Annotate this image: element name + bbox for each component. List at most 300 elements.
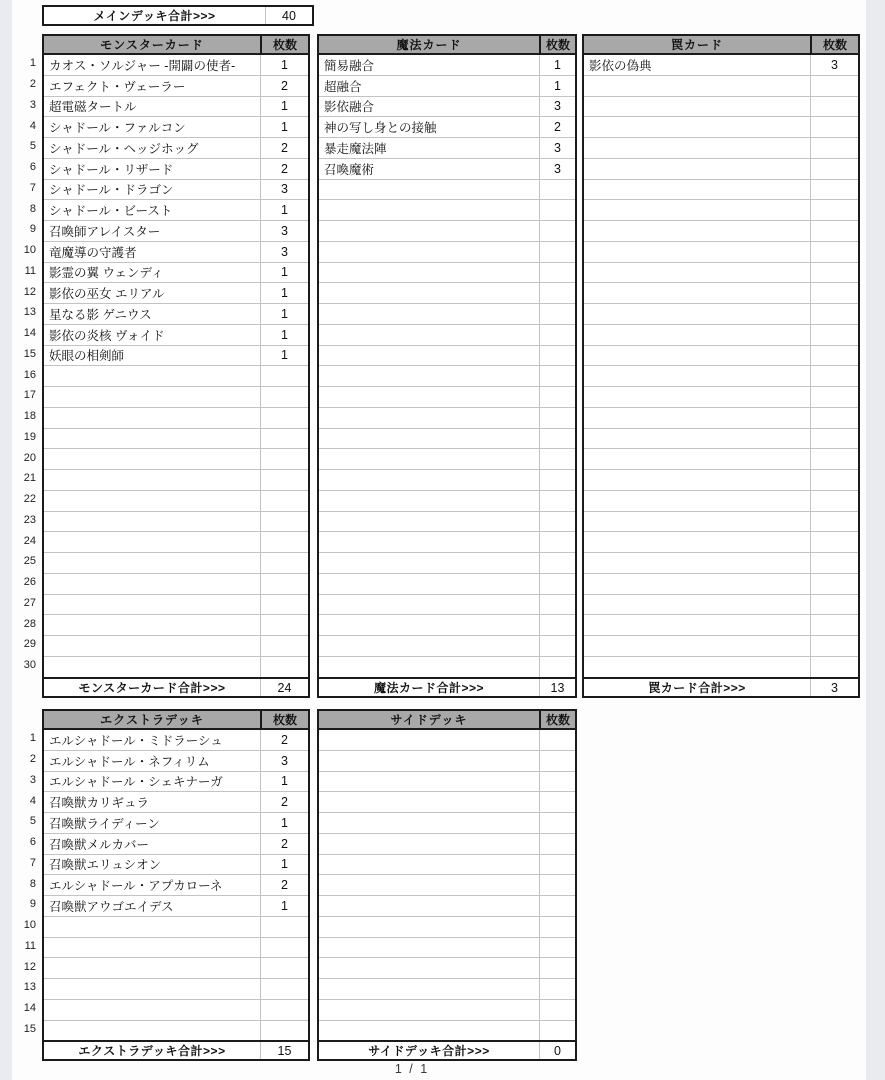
monster-card-name-cell [44,532,260,552]
magic-card-name-cell [319,366,539,386]
extra-row [44,834,308,855]
trap-card-name-cell [584,304,810,324]
side-card-name-cell [319,792,539,812]
magic-row [319,574,575,595]
magic-card-name-cell [319,532,539,552]
side-row [319,1000,575,1021]
extra-card-count-cell [260,979,308,999]
side-row [319,875,575,896]
monster-card-count-cell: 3 [260,180,308,200]
trap-card-name-cell: 影依の偽典 [589,58,652,73]
row-number: 3 [29,98,36,111]
magic-card-count-cell [539,636,575,656]
trap-card-name-cell [584,283,810,303]
trap-card-count-cell [810,263,858,283]
monster-count-header: 枚数 [260,36,308,53]
side-count-header: 枚数 [539,711,575,728]
monster-card-count-cell: 2 [260,159,308,179]
magic-card-name-cell [319,491,539,511]
monster-total-label: モンスターカード合計>>> [78,681,226,695]
magic-card-name-cell [319,595,539,615]
row-number: 6 [29,161,36,174]
magic-row [319,200,575,221]
extra-card-count-cell: 1 [260,813,308,833]
magic-card-count-cell [539,595,575,615]
trap-card-count-cell [810,512,858,532]
trap-row [584,491,858,512]
magic-row [319,325,575,346]
extra-card-name-cell: 召喚獣メルカバー [49,837,150,852]
row-number: 7 [29,856,36,869]
magic-row [319,553,575,574]
magic-row [319,180,575,201]
trap-card-count-cell [810,387,858,407]
magic-card-name-cell: 影依融合 [324,100,375,115]
extra-card-count-cell: 3 [260,751,308,771]
side-card-count-cell [539,855,575,875]
magic-row [319,97,575,118]
magic-card-name-cell [319,346,539,366]
side-card-name-cell [319,1021,539,1042]
monster-card-count-cell [260,532,308,552]
magic-card-count-cell [539,470,575,490]
magic-row [319,532,575,553]
side-row [319,751,575,772]
monster-title: モンスターカード [100,38,204,52]
trap-title: 罠カード [670,38,723,52]
magic-card-count-cell [539,532,575,552]
monster-row [44,97,308,118]
trap-row [584,553,858,574]
extra-row [44,792,308,813]
trap-row [584,325,858,346]
magic-card-count-cell [539,242,575,262]
monster-card-name-cell [44,657,260,678]
magic-card-name-cell: 召喚魔術 [324,162,375,177]
monster-card-count-cell: 1 [260,283,308,303]
extra-row [44,896,308,917]
magic-card-count-cell: 3 [539,159,575,179]
row-number: 11 [24,264,36,277]
row-number: 11 [24,939,36,952]
row-number: 18 [23,410,36,423]
magic-row [319,429,575,450]
trap-card-name-cell [584,76,810,96]
extra-total-label: エクストラデッキ合計>>> [78,1044,226,1058]
monster-row [44,221,308,242]
page-indicator: 1 / 1 [394,1062,430,1076]
magic-row [319,55,575,76]
extra-card-count-cell [260,938,308,958]
magic-card-count-cell [539,657,575,678]
monster-card-name-cell [44,553,260,573]
monster-row [44,76,308,97]
trap-row [584,408,858,429]
trap-row [584,449,858,470]
magic-card-name-cell [319,304,539,324]
monster-card-count-cell [260,657,308,678]
extra-card-count-cell: 1 [260,855,308,875]
trap-card-count-cell [810,595,858,615]
monster-card-count-cell [260,429,308,449]
trap-card-count-cell [810,408,858,428]
monster-card-count-cell [260,449,308,469]
trap-card-count-cell [810,325,858,345]
monster-card-name-cell [44,512,260,532]
monster-card-name-cell: シャドール・リザード [49,162,174,177]
monster-card-count-cell: 1 [260,304,308,324]
magic-card-count-cell [539,429,575,449]
magic-card-name-cell [319,263,539,283]
monster-row [44,657,308,678]
side-card-name-cell [319,751,539,771]
row-number: 5 [29,815,36,828]
trap-card-name-cell [584,615,810,635]
magic-table [317,34,577,680]
magic-card-count-cell [539,512,575,532]
magic-row [319,387,575,408]
monster-row [44,242,308,263]
monster-row [44,263,308,284]
magic-row [319,408,575,429]
extra-card-name-cell [44,979,260,999]
extra-card-name-cell [44,1021,260,1042]
row-number: 30 [23,659,36,672]
extra-total-value: 15 [260,1042,308,1059]
row-number: 14 [23,327,36,340]
extra-card-name-cell: 召喚獣アウゴエイデス [49,899,174,914]
monster-card-name-cell [44,366,260,386]
side-row [319,772,575,793]
magic-row [319,283,575,304]
magic-card-count-cell: 2 [539,117,575,137]
trap-card-count-cell [810,221,858,241]
extra-row [44,813,308,834]
side-card-name-cell [319,813,539,833]
magic-row [319,159,575,180]
side-total-value: 0 [539,1042,575,1059]
monster-card-name-cell [44,491,260,511]
monster-card-count-cell [260,387,308,407]
trap-row [584,532,858,553]
magic-row [319,138,575,159]
row-number: 12 [23,960,36,973]
magic-card-name-cell [319,615,539,635]
trap-row [584,595,858,616]
monster-card-name-cell [44,429,260,449]
side-card-name-cell [319,979,539,999]
row-number: 1 [29,732,36,745]
side-card-count-cell [539,792,575,812]
extra-title: エクストラデッキ [100,713,204,727]
monster-table [42,34,310,680]
row-number: 29 [23,638,36,651]
row-number: 15 [23,1022,36,1035]
row-number: 26 [23,576,36,589]
monster-card-name-cell: 竜魔導の守護者 [49,245,137,260]
side-card-name-cell [319,730,539,750]
monster-card-name-cell [44,595,260,615]
row-number: 8 [29,202,36,215]
trap-row [584,97,858,118]
monster-card-name-cell: 影依の炎核 ヴォイド [49,328,165,343]
row-number: 27 [23,596,36,609]
extra-table [42,709,310,1043]
side-card-count-cell [539,730,575,750]
magic-card-count-cell [539,180,575,200]
extra-row [44,875,308,896]
trap-card-name-cell [584,470,810,490]
trap-row [584,304,858,325]
extra-card-name-cell [44,1000,260,1020]
magic-row [319,595,575,616]
magic-card-count-cell [539,325,575,345]
trap-count-header: 枚数 [810,36,858,53]
monster-row [44,553,308,574]
magic-card-name-cell [319,470,539,490]
magic-card-name-cell: 簡易融合 [324,58,375,73]
side-card-name-cell [319,772,539,792]
row-number: 9 [29,898,36,911]
monster-card-count-cell [260,491,308,511]
monster-card-name-cell: シャドール・ビースト [49,204,173,219]
magic-card-name-cell [319,429,539,449]
monster-row [44,408,308,429]
row-number: 4 [29,794,36,807]
monster-card-count-cell [260,470,308,490]
monster-card-count-cell: 1 [260,55,308,75]
monster-card-count-cell [260,408,308,428]
magic-card-count-cell [539,553,575,573]
monster-row [44,595,308,616]
monster-row [44,574,308,595]
extra-card-name-cell [44,917,260,937]
extra-card-name-cell: エルシャドール・シェキナーガ [49,775,223,790]
extra-row [44,772,308,793]
monster-card-name-cell: 影依の巫女 エリアル [49,287,165,302]
trap-row [584,159,858,180]
magic-card-count-cell: 3 [539,97,575,117]
monster-row [44,117,308,138]
trap-card-count-cell [810,159,858,179]
trap-card-name-cell [584,200,810,220]
monster-card-name-cell: 召喚師アレイスター [49,224,161,239]
side-row [319,938,575,959]
trap-card-name-cell [584,242,810,262]
trap-row [584,615,858,636]
monster-card-count-cell: 2 [260,138,308,158]
trap-card-count-cell [810,532,858,552]
monster-row [44,512,308,533]
magic-card-name-cell [319,553,539,573]
side-card-count-cell [539,979,575,999]
trap-card-count-cell [810,242,858,262]
magic-row [319,76,575,97]
extra-card-count-cell: 2 [260,730,308,750]
trap-card-count-cell [810,138,858,158]
row-number: 15 [23,347,36,360]
extra-card-name-cell: 召喚獣カリギュラ [49,796,150,811]
extra-row [44,855,308,876]
trap-card-name-cell [584,408,810,428]
monster-card-count-cell: 3 [260,242,308,262]
trap-card-name-cell [584,263,810,283]
magic-card-name-cell [319,200,539,220]
extra-card-count-cell: 2 [260,875,308,895]
side-card-name-cell [319,938,539,958]
trap-card-count-cell [810,76,858,96]
trap-card-name-cell [584,636,810,656]
magic-row [319,615,575,636]
extra-row [44,938,308,959]
row-number: 9 [29,223,36,236]
row-number: 28 [23,617,36,630]
magic-card-name-cell [319,657,539,678]
trap-row [584,200,858,221]
extra-card-name-cell: エルシャドール・ミドラーシュ [49,733,223,748]
trap-card-name-cell [584,429,810,449]
magic-card-name-cell [319,449,539,469]
monster-card-name-cell [44,615,260,635]
magic-row [319,470,575,491]
main-deck-total-label: メインデッキ合計>>> [93,9,216,23]
main-deck-total-value: 40 [265,7,312,24]
row-number: 22 [23,493,36,506]
magic-card-count-cell: 3 [539,138,575,158]
magic-card-name-cell [319,512,539,532]
monster-card-name-cell: シャドール・ファルコン [49,121,186,136]
extra-card-count-cell [260,1021,308,1042]
row-number: 17 [23,389,36,402]
side-row [319,1021,575,1042]
row-number: 2 [29,78,36,91]
magic-count-header: 枚数 [539,36,575,53]
trap-card-name-cell [584,512,810,532]
monster-card-name-cell: カオス・ソルジャー -開闢の使者- [49,58,236,73]
side-total-bar [317,1040,577,1061]
trap-card-count-cell [810,449,858,469]
trap-card-count-cell [810,97,858,117]
monster-total-value: 24 [260,679,308,696]
magic-row [319,304,575,325]
side-card-count-cell [539,1021,575,1042]
extra-total-bar [42,1040,310,1061]
monster-card-count-cell: 1 [260,263,308,283]
magic-row [319,636,575,657]
magic-card-name-cell: 神の写し身との接触 [324,121,437,136]
trap-card-count-cell [810,346,858,366]
magic-card-name-cell [319,283,539,303]
monster-row [44,491,308,512]
side-row [319,792,575,813]
extra-card-count-cell: 1 [260,772,308,792]
trap-row [584,283,858,304]
trap-row [584,512,858,533]
trap-row [584,366,858,387]
trap-card-name-cell [584,491,810,511]
magic-card-count-cell [539,408,575,428]
magic-card-name-cell [319,408,539,428]
magic-card-name-cell [319,387,539,407]
monster-card-count-cell [260,615,308,635]
row-number: 4 [29,119,36,132]
trap-total-label: 罠カード合計>>> [648,681,746,695]
trap-row [584,657,858,678]
row-number: 24 [23,534,36,547]
side-card-count-cell [539,875,575,895]
extra-card-name-cell [44,958,260,978]
monster-row [44,304,308,325]
monster-row [44,429,308,450]
magic-card-count-cell [539,221,575,241]
monster-row [44,387,308,408]
side-card-name-cell [319,896,539,916]
extra-card-name-cell: 召喚獣エリュシオン [49,858,162,873]
monster-row [44,283,308,304]
monster-card-count-cell: 3 [260,221,308,241]
monster-card-name-cell: 星なる影 ゲニウス [49,307,152,322]
trap-card-count-cell [810,200,858,220]
row-number: 3 [29,773,36,786]
extra-row [44,1000,308,1021]
trap-card-count-cell [810,636,858,656]
magic-row [319,512,575,533]
magic-card-count-cell [539,491,575,511]
extra-card-name-cell [44,938,260,958]
magic-card-count-cell [539,263,575,283]
extra-card-count-cell [260,1000,308,1020]
magic-card-name-cell: 暴走魔法陣 [324,141,387,156]
monster-card-name-cell: 妖眼の相剣師 [49,349,125,364]
trap-card-count-cell [810,304,858,324]
side-card-count-cell [539,938,575,958]
magic-row [319,242,575,263]
trap-card-name-cell [584,346,810,366]
trap-row [584,636,858,657]
side-table [317,709,577,1043]
row-number: 23 [23,513,36,526]
extra-card-count-cell [260,958,308,978]
trap-card-name-cell [584,366,810,386]
magic-row [319,491,575,512]
extra-count-header: 枚数 [260,711,308,728]
main-deck-total-bar [42,5,314,26]
magic-card-count-cell [539,615,575,635]
trap-card-count-cell [810,366,858,386]
trap-card-count-cell: 3 [810,55,858,75]
magic-card-count-cell [539,283,575,303]
monster-card-name-cell [44,387,260,407]
magic-row [319,346,575,367]
trap-card-name-cell [584,449,810,469]
magic-card-name-cell [319,180,539,200]
trap-card-name-cell [584,595,810,615]
extra-card-name-cell: 召喚獣ライディーン [49,816,160,831]
trap-card-name-cell [584,553,810,573]
monster-total-bar [42,677,310,698]
monster-card-count-cell: 1 [260,325,308,345]
trap-row [584,242,858,263]
row-number: 10 [23,244,36,257]
magic-card-count-cell [539,574,575,594]
trap-card-name-cell [584,97,810,117]
monster-row [44,346,308,367]
trap-card-name-cell [584,387,810,407]
trap-card-name-cell [584,574,810,594]
extra-row [44,730,308,751]
side-title: サイドデッキ [390,713,468,727]
side-row [319,979,575,1000]
